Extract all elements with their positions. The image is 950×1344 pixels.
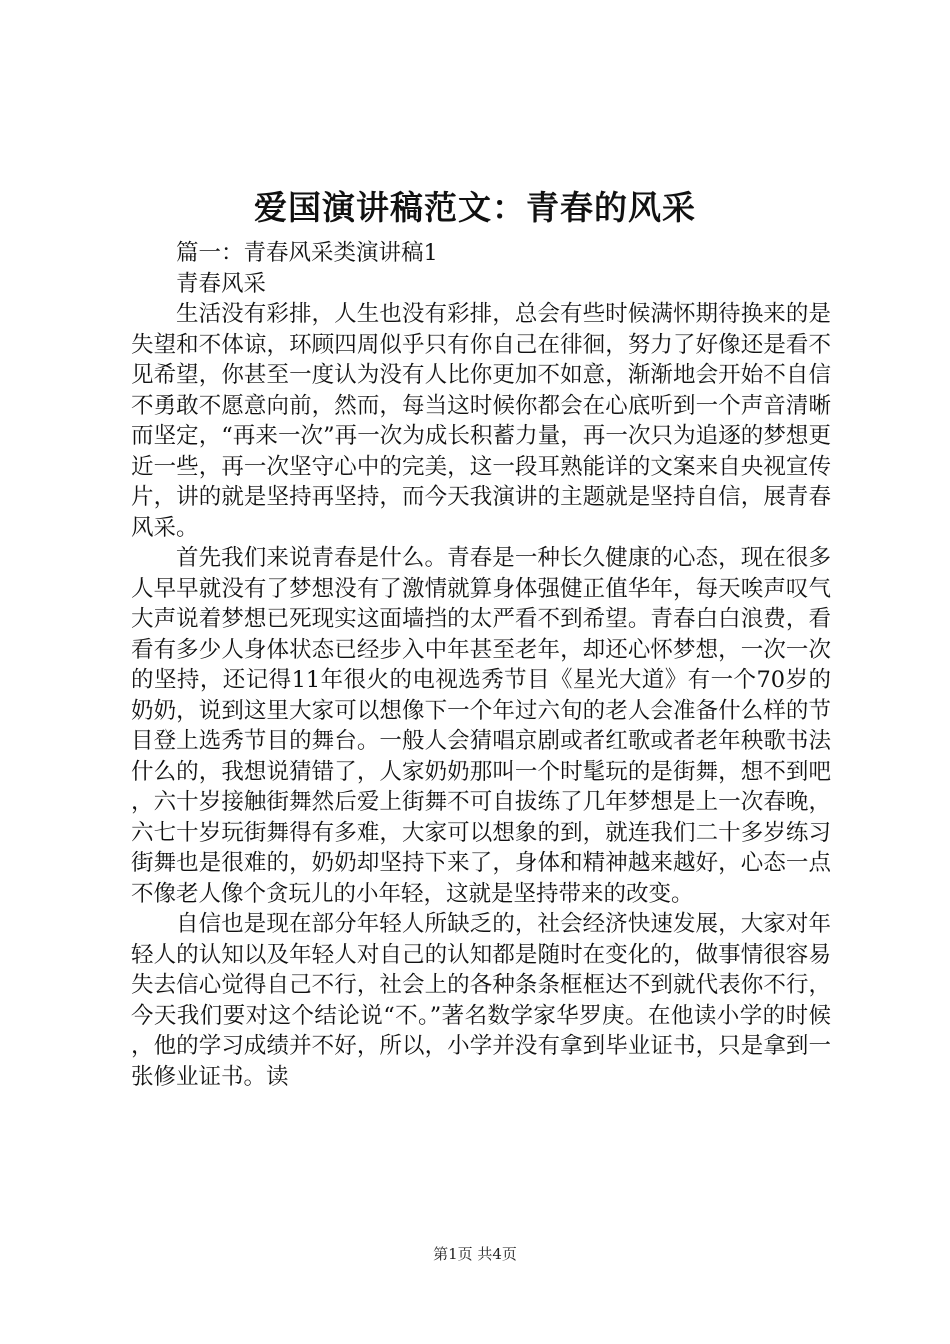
sub-heading: 青春风采 <box>176 270 267 297</box>
document-title: 爱国演讲稿范文：青春的风采 <box>254 188 696 227</box>
page-footer <box>0 1244 950 1264</box>
paragraph-2: 首先我们来说青春是什么。青春是一种长久健康的心态，现在很多人早早就没有了梦想没有了激情就算身体强健正值华年，每天唉声叹气大声说着梦想已死现实这面墙挡的太严看不到希望。青春白白浪费，看看有多少人身体状态已经步入中年甚至老年，却还心怀梦想，一次一次的坚持，还记得11年很火的电视选秀节目《星光大道》有一个70岁的奶奶，说到这里大家可以想像下一个年过六旬的老人会准备什么样的节目登上选秀节目的舞台。一般人会猜唱京剧或者红歌或者老年秧歌书法什么的，我想说猜错了，人家奶奶那叫一个时髦玩的是街舞，想不到吧，六十岁接触街舞然后爱上街舞不可自拔练了几年梦想是上一次春晚，六七十岁玩街舞得有多难，大家可以想象的到，就连我们二十多岁练习街舞也是很难的，奶奶却坚持下来了，身体和精神越来越好，心态一点不像老人像个贪玩儿的小年轻，这就是坚持带来的改变。 <box>131 545 831 907</box>
page-indicator: 第1页 共4页 <box>433 1245 517 1263</box>
document-body <box>131 238 831 1092</box>
paragraph-1: 生活没有彩排，人生也没有彩排，总会有些时候满怀期待换来的是失望和不体谅，环顾四周似乎只有你自己在徘徊，努力了好像还是看不见希望，你甚至一度认为没有人比你更加不如意，渐渐地会开始不自信不勇敢不愿意向前，然而，每当这时候你都会在心底听到一个声音清晰而坚定，“再来一次”再一次为成长积蓄力量，再一次只为追逐的梦想更近一些，再一次坚守心中的完美，这一段耳熟能详的文案来自央视宣传片，讲的就是坚持再坚持，而今天我演讲的主题就是坚持自信，展青春风采。 <box>131 301 831 541</box>
section-heading: 篇一：青春风采类演讲稿1 <box>176 240 438 266</box>
paragraph-3: 自信也是现在部分年轻人所缺乏的，社会经济快速发展，大家对年轻人的认知以及年轻人对自己的认知都是随时在变化的，做事情很容易失去信心觉得自己不行，社会上的各种条条框框达不到就代表你不行，今天我们要对这个结论说“不。”著名数学家华罗庚。在他读小学的时候，他的学习成绩并不好，所以，小学并没有拿到毕业证书，只是拿到一张修业证书。读 <box>131 911 831 1090</box>
